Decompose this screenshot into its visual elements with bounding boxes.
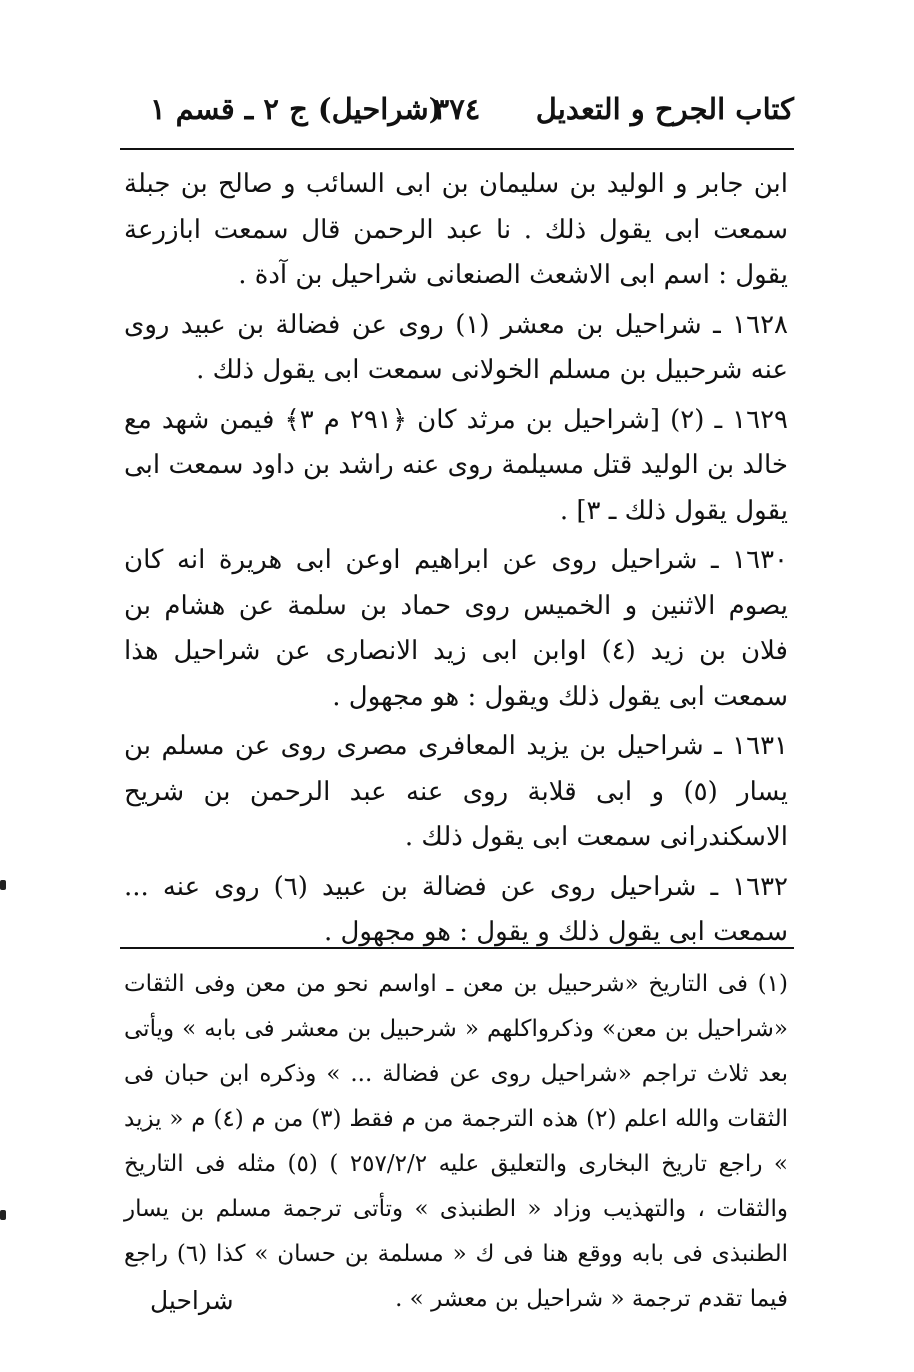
section-label: (شراحيل) ج ٢ ـ قسم ١	[150, 92, 443, 126]
running-header	[120, 86, 794, 138]
footnote-rule	[120, 947, 794, 949]
page-number: ٣٧٤	[433, 92, 481, 126]
book-title: كتاب الجرح و التعديل	[535, 92, 794, 126]
catchword: شراحيل	[150, 1286, 234, 1315]
entry-1632: ١٦٣٢ ـ شراحيل روى عن فضالة بن عبيد (٦) روى عنه ... سمعت ابى يقول ذلك و يقول : هو مجهول .	[124, 871, 788, 947]
scan-speck	[0, 880, 6, 890]
paragraph-continuation: ابن جابر و الوليد بن سليمان بن ابى السائب و صالح بن جبلة سمعت ابى يقول ذلك . نا عبد الرحمن قال سمعت ابازرعة يقول : اسم ابى الاشعث الصنعانى شراحيل بن آدة .	[124, 169, 788, 290]
header-rule	[120, 148, 794, 150]
entry-1629: ١٦٢٩ ـ (٢) [شراحيل بن مرثد كان ﴿٢٩١ م ٣﴾ فيمن شهد مع خالد بن الوليد قتل مسيلمة روى عنه راشد بن داود سمعت ابى يقول يقول ذلك ـ ٣] .	[124, 404, 789, 526]
entry-1628: ١٦٢٨ ـ شراحيل بن معشر (١) روى عن فضالة بن عبيد روى عنه شرحبيل بن مسلم الخولانى سمعت ابى يقول ذلك .	[124, 309, 788, 385]
footnotes	[124, 962, 788, 1322]
entry-1630: ١٦٣٠ ـ شراحيل روى عن ابراهيم اوعن ابى هريرة انه كان يصوم الاثنين و الخميس روى حماد بن سلمة عن هشام بن فلان بن زيد (٤) اوابن ابى زيد الانصارى عن شراحيل هذا سمعت ابى يقول ذلك ويقول : هو مجهول .	[124, 545, 788, 712]
footnote-text: (١) فى التاريخ «شرحبيل بن معن ـ اواسم نحو من معن وفى الثقات «شراحيل بن معن» وذكرواكلهم « شرحبيل بن معشر فى بابه » ويأتى بعد ثلاث تراجم «شراحيل روى عن فضالة ... » وذكره ابن حبان فى الثقات والله اعلم (٢) هذه الترجمة من م فقط (٣) من م (٤) م « يزيد » راجع تاريخ البخارى والتعليق عليه ٢٥٧/٢/٢ ) (٥) مثله فى التاريخ والثقات ، والتهذيب وزاد « الطنبذى » وتأتى ترجمة مسلم بن يسار الطنبذى فى بابه ووقع هنا فى ك « مسلمة بن حسان » كذا (٦) راجع فيما تقدم ترجمة « شراحيل بن معشر » .	[124, 971, 789, 1312]
entry-1631: ١٦٣١ ـ شراحيل بن يزيد المعافرى مصرى روى عن مسلم بن يسار (٥) و ابى قلابة روى عنه عبد الرحمن بن شريح الاسكندرانى سمعت ابى يقول ذلك .	[124, 731, 788, 852]
main-text	[124, 162, 788, 960]
scan-speck	[0, 1210, 6, 1220]
